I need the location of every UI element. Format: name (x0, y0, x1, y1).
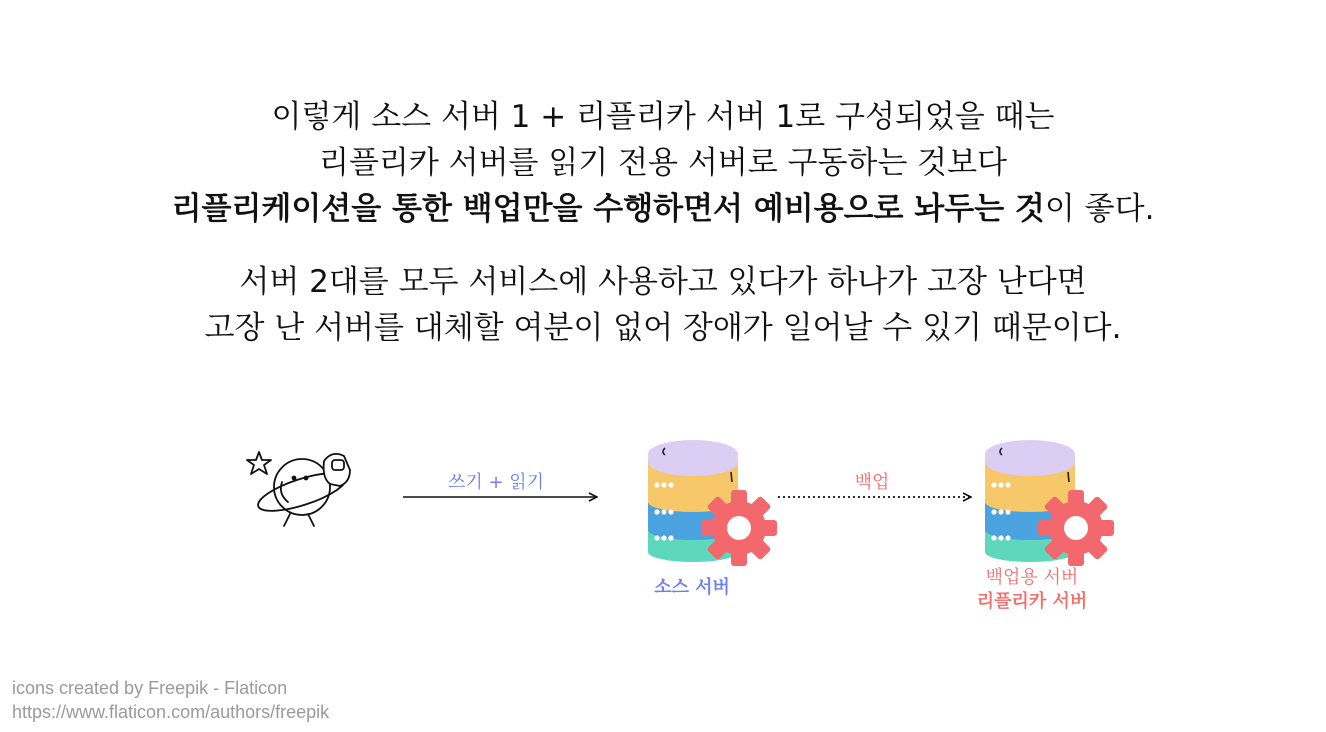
paragraph-2-line-1: 서버 2대를 모두 서비스에 사용하고 있다가 하나가 고장 난다면 (239, 264, 1087, 300)
astronaut-planet-icon (247, 452, 350, 526)
line-3-tail: 이 좋다. (1044, 191, 1155, 227)
write-read-label: 쓰기 + 읽기 (447, 472, 545, 493)
icon-credit-url: https://www.flaticon.com/authors/freepik (12, 702, 330, 722)
replica-server-icon (985, 440, 1114, 566)
source-server-icon (648, 440, 777, 566)
paragraph-2-line-2: 고장 난 서버를 대체할 여분이 없어 장애가 일어날 수 있기 때문이다. (204, 310, 1122, 346)
paragraph-1-line-1: 이렇게 소스 서버 1 + 리플리카 서버 1로 구성되었을 때는 (271, 99, 1055, 135)
emphasis-text: 리플리케이션을 통한 백업만을 수행하면서 예비용으로 놔두는 것 (171, 191, 1045, 227)
icon-credit: icons created by Freepik - Flaticon (12, 678, 288, 698)
paragraph-1-line-2: 리플리카 서버를 읽기 전용 서버로 구동하는 것보다 (319, 145, 1007, 181)
backup-label: 백업 (854, 472, 890, 493)
backup-server-label: 백업용 서버 (985, 567, 1079, 588)
source-server-label: 소스 서버 (654, 577, 730, 598)
replica-server-label: 리플리카 서버 (976, 591, 1088, 612)
